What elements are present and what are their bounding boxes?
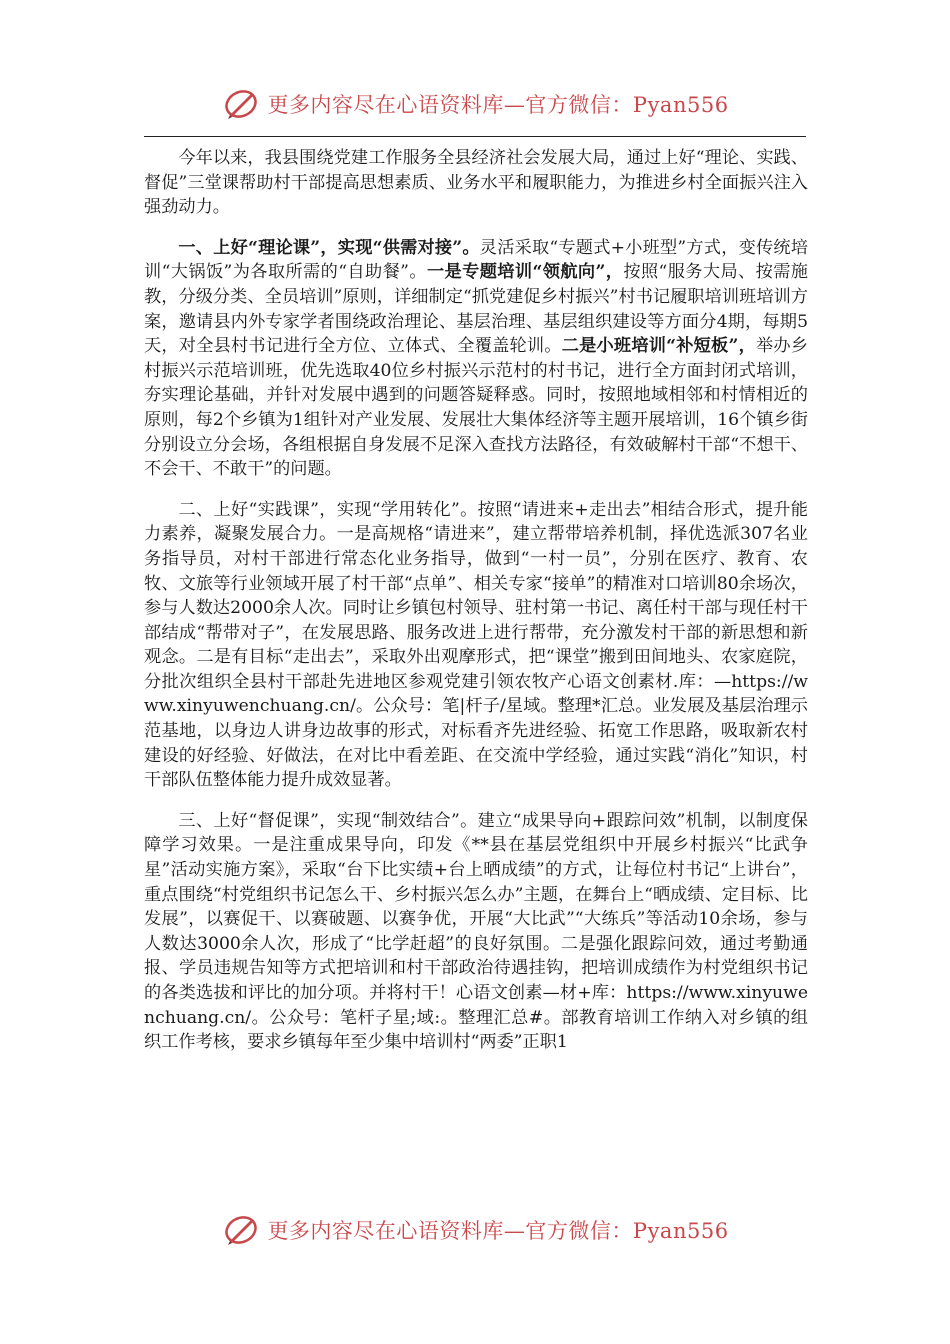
paragraph-theory [144,236,808,482]
subheading-small-class: 二是小班培训“补短板”， [561,336,756,357]
theory-text-3: 举办乡村振兴示范培训班，优先选取40位乡村振兴示范村的村书记，进行全方面封闭式培训，夯实理论基础，并针对发展中遇到的问题答疑释惑。同时，按照地域相邻和村情相近的原则，每2个乡镇为1组针对产业发展、发展壮大集体经济等主题开展培训，16个镇乡街分别设立分会场，各组根据自身发展不足深入查找方法路径，有效破解村干部“不想干、不会干、不敢干”的问题。 [144,336,808,480]
watermark-text: 更多内容尽在心语资料库—官方微信：Pyan556 [267,93,729,117]
theory-text-1: 灵活采取“专题式+小班型”方式，变传统培训“大锅饭”为各取所需的“自助餐”。 [144,237,808,283]
document-body [144,146,808,1071]
pen-logo-icon [221,1210,261,1250]
watermark-text: 更多内容尽在心语资料库—官方微信：Pyan556 [267,1219,729,1243]
header-watermark [0,84,950,124]
paragraph-supervision: 三、上好“督促课”，实现“制效结合”。建立“成果导向+跟踪问效”机制，以制度保障学习效果。一是注重成果导向，印发《**县在基层党组织中开展乡村振兴“比武争星”活动实施方案》，采取“台下比实绩+台上晒成绩”的方式，让每位村书记“上讲台”，重点围绕“村党组织书记怎么干、乡村振兴怎么办”主题，在舞台上“晒成绩、定目标、比发展”，以赛促干、以赛破题、以赛争优，开展“大比武”“大练兵”等活动10余场，参与人数达3000余人次，形成了“比学赶超”的良好氛围。二是强化跟踪问效，通过考勤通报、学员违规告知等方式把培训和村干部政治待遇挂钩，把培训成绩作为村党组织书记的各类选拔和评比的加分项。并将村干！心语文创素—材+库：https://www.xinyuwenchuang.cn/。公众号：笔杆子星;域:。整理汇总#。部教育培训工作纳入对乡镇的组织工作考核，要求乡镇每年至少集中培训村“两委”正职1 [144,810,808,1053]
section-heading-theory: 一、上好“理论课”，实现“供需对接”。 [178,237,480,258]
theory-text-2: 按照“服务大局、按需施教，分级分类、全员培训”原则，详细制定“抓党建促乡村振兴”村书记履职培训班培训方案，邀请县内外专家学者围绕政治理论、基层治理、基层组织建设等方面分4期，每期5天，对全县村书记进行全方位、立体式、全覆盖轮训。 [144,262,808,357]
subheading-topic-training: 一是专题培训“领航向”， [426,262,624,283]
footer-watermark [0,1210,950,1250]
paragraph-intro: 今年以来，我县围绕党建工作服务全县经济社会发展大局，通过上好“理论、实践、督促”三堂课帮助村干部提高思想素质、业务水平和履职能力，为推进乡村全面振兴注入强劲动力。 [144,148,808,218]
header-divider [144,136,806,137]
pen-logo-icon [221,84,261,124]
paragraph-practice: 二、上好“实践课”，实现“学用转化”。按照“请进来+走出去”相结合形式，提升能力素养，凝聚发展合力。一是高规格“请进来”，建立帮带培养机制，择优选派307名业务指导员，对村干部进行常态化业务指导，做到“一村一员”，分别在医疗、教育、农牧、文旅等行业领域开展了村干部“点单”、相关专家“接单”的精准对口培训80余场次，参与人数达2000余人次。同时让乡镇包村领导、驻村第一书记、离任村干部与现任村干部结成“帮带对子”，在发展思路、服务改进上进行帮带，充分激发村干部的新思想和新观念。二是有目标“走出去”，采取外出观摩形式，把“课堂”搬到田间地头、农家庭院，分批次组织全县村干部赴先进地区参观党建引领农牧产心语文创素材.库：—https://www.xinyuwenchuang.cn/。公众号：笔|杆子/星域。整理*汇总。业发展及基层治理示范基地，以身边人讲身边故事的形式，对标看齐先进经验、拓宽工作思路，吸取新农村建设的好经验、好做法，在对比中看差距、在交流中学经验，通过实践“消化”知识，村干部队伍整体能力提升成效显著。 [144,499,808,791]
